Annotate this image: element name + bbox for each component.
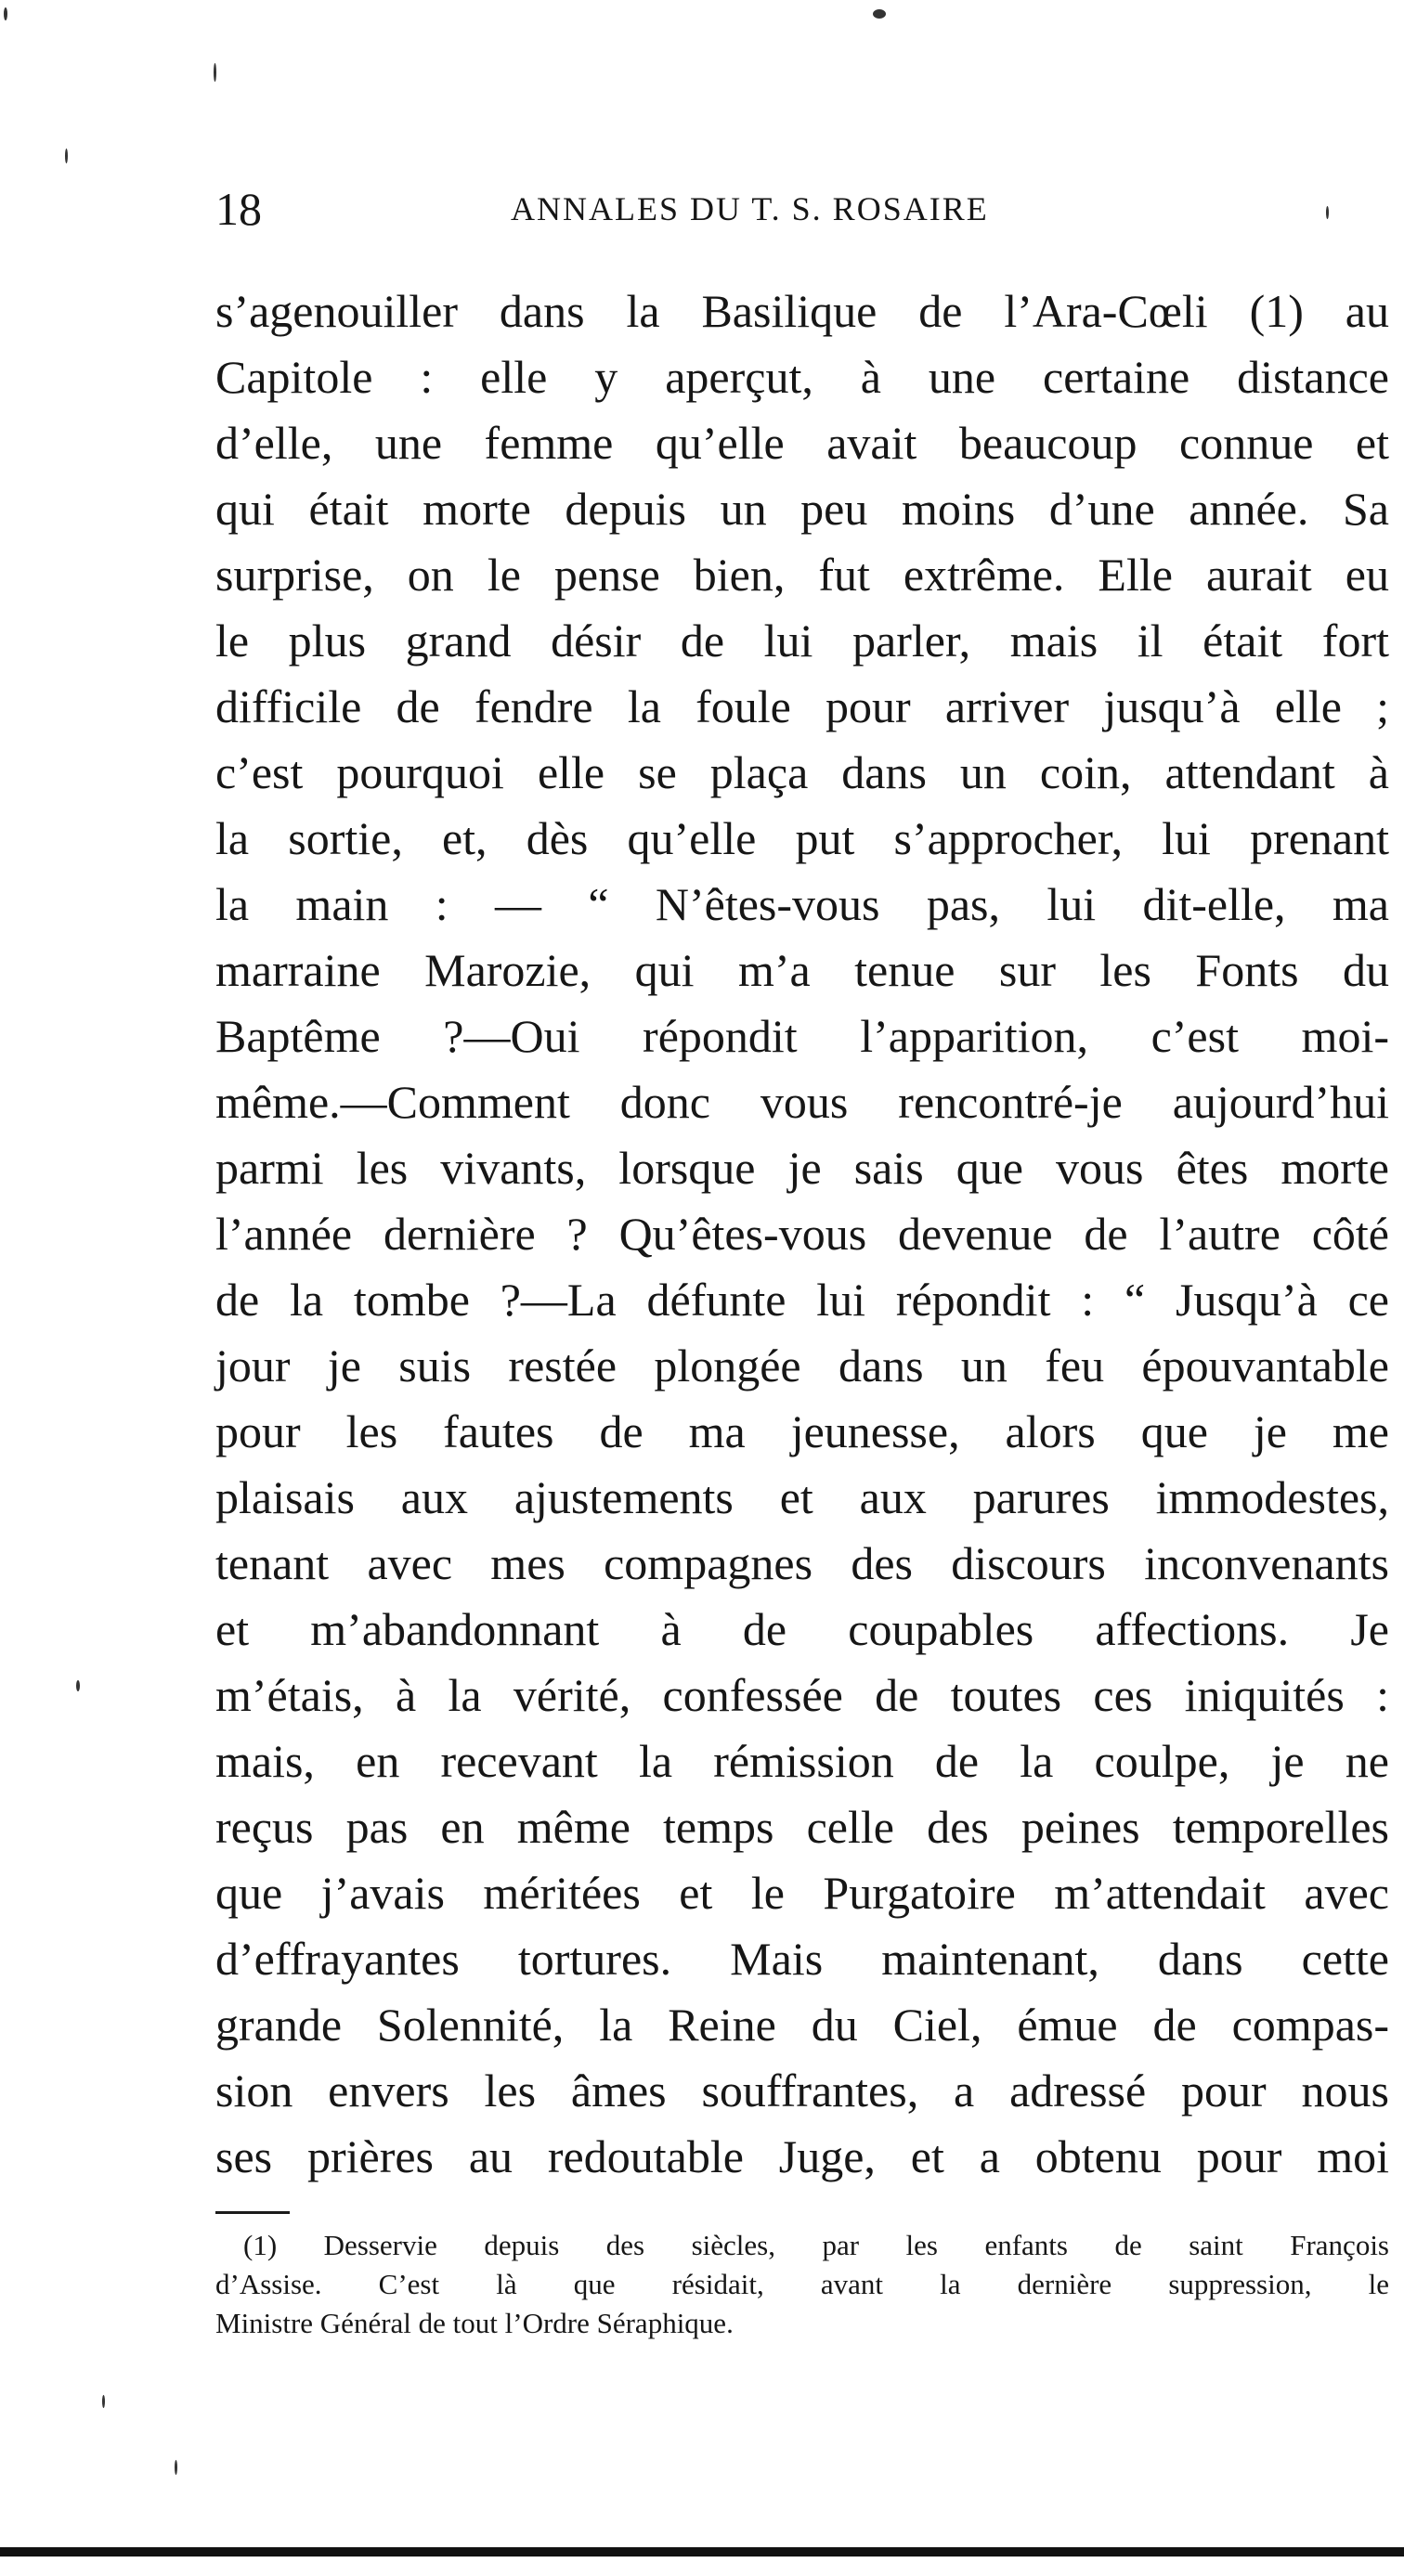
text-line: même.—Comment donc vous rencontré-je aujourd’hui bbox=[215, 1076, 1389, 1128]
page-bottom-border bbox=[0, 2547, 1404, 2557]
text-line: sion envers les âmes souffrantes, a adressé pour nous bbox=[215, 2065, 1389, 2116]
footnote-line: (1) Desservie depuis des siècles, par les enfants de saint François bbox=[243, 2229, 1389, 2261]
text-line: reçus pas en même temps celle des peines temporelles bbox=[215, 1801, 1389, 1853]
text-line: parmi les vivants, lorsque je sais que vous êtes morte bbox=[215, 1142, 1389, 1194]
text-line: ses prières au redoutable Juge, et a obtenu pour moi bbox=[215, 2130, 1389, 2182]
text-line: Baptême ?—Oui répondit l’apparition, c’est moi- bbox=[215, 1010, 1389, 1062]
text-line: que j’avais méritées et le Purgatoire m’attendait avec bbox=[215, 1867, 1389, 1919]
page-number: 18 bbox=[215, 183, 262, 235]
text-line: l’année dernière ? Qu’êtes-vous devenue de l’autre côté bbox=[215, 1208, 1389, 1260]
text-line: et m’abandonnant à de coupables affections. Je bbox=[215, 1603, 1389, 1655]
scan-speck bbox=[175, 2460, 177, 2475]
text-line: d’effrayantes tortures. Mais maintenant, dans cette bbox=[215, 1933, 1389, 1985]
text-line: plaisais aux ajustements et aux parures immodestes, bbox=[215, 1471, 1389, 1523]
text-line: de la tombe ?—La défunte lui répondit : “ Jusqu’à ce bbox=[215, 1274, 1389, 1326]
text-line: marraine Marozie, qui m’a tenue sur les Fonts du bbox=[215, 944, 1389, 996]
scan-speck bbox=[4, 7, 7, 20]
text-line: grande Solennité, la Reine du Ciel, émue de compas- bbox=[215, 1999, 1389, 2051]
footnote-divider bbox=[215, 2211, 290, 2214]
footnote-line: d’Assise. C’est là que résidait, avant la dernière suppression, le bbox=[215, 2268, 1389, 2300]
text-line: la sortie, et, dès qu’elle put s’approcher, lui prenant bbox=[215, 812, 1389, 864]
scan-speck bbox=[873, 9, 886, 19]
text-line: la main : — “ N’êtes-vous pas, lui dit-elle, ma bbox=[215, 878, 1389, 930]
text-line: d’elle, une femme qu’elle avait beaucoup connue et bbox=[215, 417, 1389, 469]
text-line: tenant avec mes compagnes des discours inconvenants bbox=[215, 1537, 1389, 1589]
scan-speck bbox=[214, 63, 216, 82]
scan-speck bbox=[65, 149, 68, 163]
text-line: c’est pourquoi elle se plaça dans un coin, attendant à bbox=[215, 746, 1389, 798]
text-line: pour les fautes de ma jeunesse, alors que je me bbox=[215, 1405, 1389, 1457]
running-head bbox=[215, 176, 1246, 241]
footnote-line: Ministre Général de tout l’Ordre Séraphique. bbox=[215, 2307, 734, 2339]
text-line: mais, en recevant la rémission de la coulpe, je ne bbox=[215, 1735, 1389, 1787]
scan-speck bbox=[1326, 206, 1329, 219]
body-text bbox=[215, 278, 1389, 2190]
text-line: Capitole : elle y aperçut, à une certaine distance bbox=[215, 351, 1389, 403]
text-line: surprise, on le pense bien, fut extrême. Elle aurait eu bbox=[215, 549, 1389, 601]
text-line: le plus grand désir de lui parler, mais il était fort bbox=[215, 615, 1389, 667]
text-line: difficile de fendre la foule pour arriver jusqu’à elle ; bbox=[215, 680, 1389, 732]
scan-speck bbox=[76, 1680, 80, 1691]
text-line: m’étais, à la vérité, confessée de toutes ces iniquités : bbox=[215, 1669, 1389, 1721]
footnote bbox=[215, 2226, 1389, 2343]
text-line: qui était morte depuis un peu moins d’une année. Sa bbox=[215, 483, 1389, 535]
running-title: ANNALES DU T. S. ROSAIRE bbox=[511, 190, 989, 227]
text-line: s’agenouiller dans la Basilique de l’Ara-Cœli (1) au bbox=[215, 285, 1389, 337]
text-line: jour je suis restée plongée dans un feu épouvantable bbox=[215, 1340, 1389, 1392]
scan-speck bbox=[102, 2395, 105, 2408]
